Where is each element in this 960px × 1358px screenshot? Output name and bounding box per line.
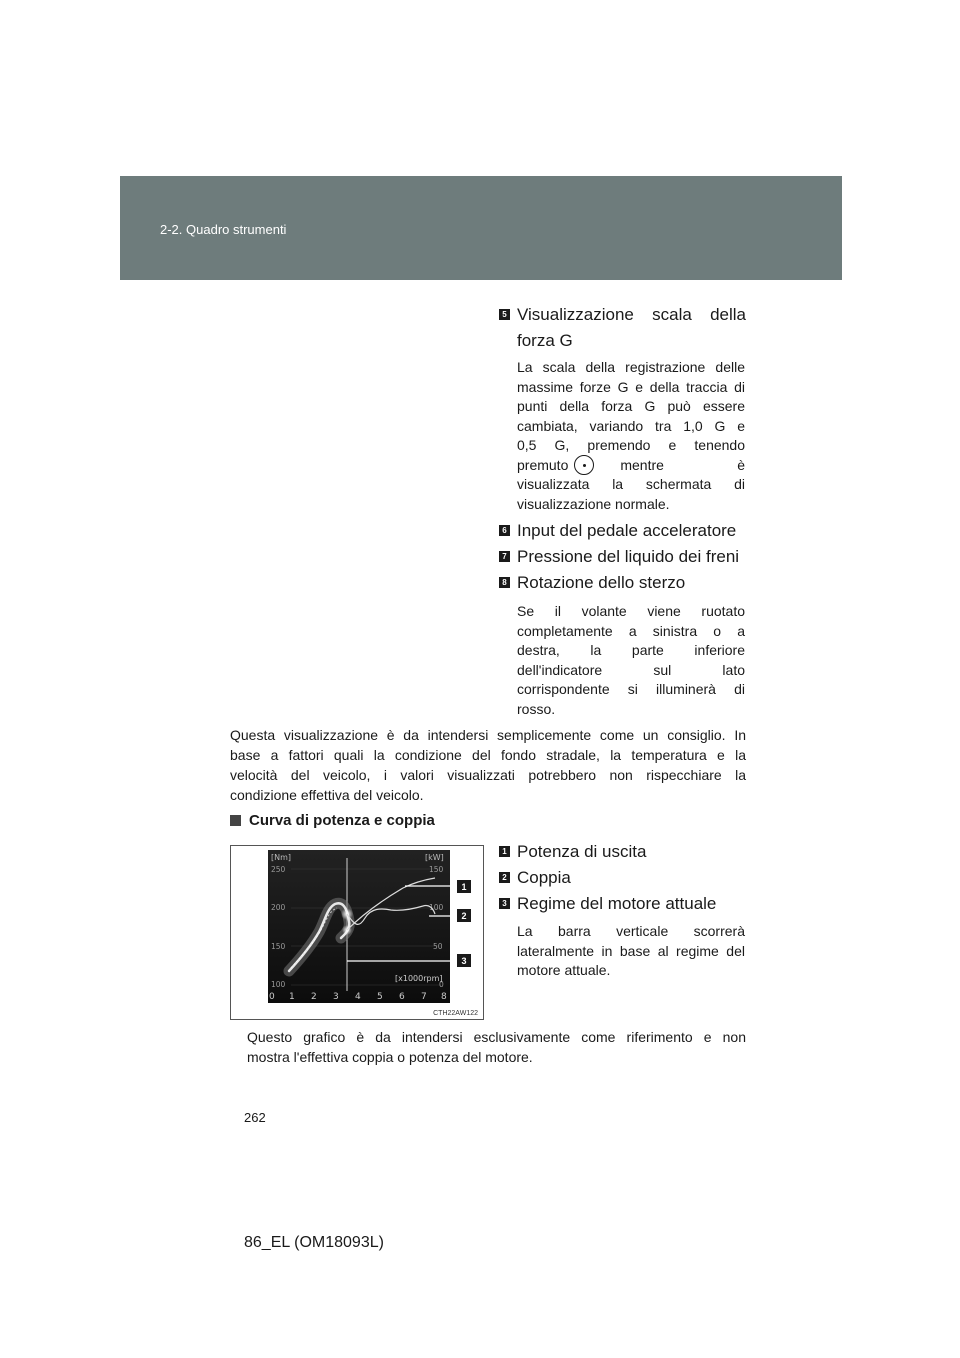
desc-line: punti della forza G può essere bbox=[517, 398, 745, 414]
left-axis-unit: [Nm] bbox=[271, 853, 292, 862]
item-2 bbox=[499, 866, 746, 890]
x-tick: 5 bbox=[377, 992, 383, 1002]
item-5 bbox=[499, 303, 746, 353]
desc-line: La scala della registrazione delle bbox=[517, 359, 745, 375]
desc-word: mentre è bbox=[620, 456, 745, 473]
desc-line: massime forze G e della traccia di bbox=[517, 378, 745, 395]
right-tick: 0 bbox=[439, 980, 444, 989]
desc-line: visualizzazione normale. bbox=[517, 495, 670, 512]
item-number-badge: 5 bbox=[499, 309, 510, 320]
item-8 bbox=[499, 571, 746, 595]
item-heading: Regime del motore attuale bbox=[517, 894, 717, 913]
desc-line: La barra verticale scorrerà bbox=[517, 923, 745, 939]
right-tick: 100 bbox=[429, 903, 444, 912]
chapter-header bbox=[120, 176, 842, 280]
desc-line: Se il volante viene ruotato bbox=[517, 603, 745, 619]
x-axis-unit: [x1000rpm] bbox=[395, 974, 443, 983]
left-tick: 200 bbox=[271, 903, 286, 912]
page-number: 262 bbox=[244, 1110, 266, 1125]
item-heading: Coppia bbox=[517, 868, 571, 887]
note-paragraph-2 bbox=[247, 1027, 746, 1067]
desc-line: completamente a sinistra o a bbox=[517, 622, 745, 639]
right-tick: 50 bbox=[433, 942, 443, 951]
chapter-title: 2-2. Quadro strumenti bbox=[160, 222, 287, 237]
desc-line: corrispondente si illuminerà di bbox=[517, 681, 745, 697]
section-title: Curva di potenza e coppia bbox=[249, 812, 435, 829]
item-heading: Pressione del liquido dei freni bbox=[517, 547, 740, 566]
item-number-badge: 1 bbox=[499, 846, 510, 857]
x-tick: 0 bbox=[269, 992, 275, 1002]
left-tick: 100 bbox=[271, 980, 286, 989]
desc-word: premuto bbox=[517, 456, 569, 473]
item-5-description bbox=[517, 358, 745, 514]
section-heading bbox=[230, 812, 435, 829]
note-line: Questo grafico è da intendersi esclusivamente come riferimento e non bbox=[247, 1029, 746, 1045]
x-tick: 3 bbox=[333, 992, 339, 1002]
power-torque-display bbox=[231, 846, 485, 1021]
left-tick: 250 bbox=[271, 865, 286, 874]
item-6 bbox=[499, 519, 746, 543]
note-line: velocità del veicolo, i valori visualizzati potrebbero non rispecchiare la bbox=[230, 767, 746, 783]
square-bullet-icon bbox=[230, 815, 241, 826]
item-heading-line: forza G bbox=[517, 331, 573, 350]
right-axis-unit: [kW] bbox=[425, 853, 444, 862]
note-line: mostra l'effettiva coppia o potenza del motore. bbox=[247, 1049, 533, 1065]
callout-number: 2 bbox=[461, 911, 467, 921]
desc-line: visualizzata la schermata di bbox=[517, 476, 745, 492]
desc-line: lateralmente in base al regime del bbox=[517, 942, 745, 959]
x-tick: 1 bbox=[289, 992, 295, 1002]
item-3 bbox=[499, 892, 746, 916]
x-tick: 4 bbox=[355, 992, 361, 1002]
item-number-badge: 3 bbox=[499, 898, 510, 909]
power-torque-figure bbox=[230, 845, 484, 1020]
item-heading: Rotazione dello sterzo bbox=[517, 573, 686, 592]
left-tick: 150 bbox=[271, 942, 286, 951]
x-tick: 7 bbox=[421, 992, 427, 1002]
item-3-description bbox=[517, 922, 745, 981]
item-1 bbox=[499, 840, 746, 864]
desc-line: 0,5 G, premendo e tenendo bbox=[517, 437, 745, 453]
callout-number: 3 bbox=[461, 956, 467, 966]
item-number-badge: 8 bbox=[499, 577, 510, 588]
x-tick: 6 bbox=[399, 992, 405, 1002]
item-number-badge: 7 bbox=[499, 551, 510, 562]
desc-line: cambiata, variando tra 1,0 G e bbox=[517, 417, 745, 434]
callout-number: 1 bbox=[461, 882, 467, 892]
x-tick: 8 bbox=[441, 992, 447, 1002]
item-heading: Input del pedale acceleratore bbox=[517, 521, 737, 540]
desc-line bbox=[517, 456, 745, 476]
item-heading: Potenza di uscita bbox=[517, 842, 647, 861]
note-paragraph bbox=[230, 725, 746, 805]
item-number-badge: 2 bbox=[499, 872, 510, 883]
desc-line: destra, la parte inferiore bbox=[517, 642, 745, 658]
desc-line: dell'indicatore sul lato bbox=[517, 661, 745, 678]
x-tick: 2 bbox=[311, 992, 317, 1002]
item-7 bbox=[499, 545, 746, 569]
note-line: base a fattori quali la condizione del fondo stradale, la temperatura e la bbox=[230, 747, 746, 763]
note-line: Questa visualizzazione è da intendersi semplicemente come un consiglio. In bbox=[230, 727, 746, 743]
figure-code: CTH22AW122 bbox=[433, 1010, 478, 1017]
dot-button-icon bbox=[574, 455, 594, 475]
desc-line: motore attuale. bbox=[517, 962, 611, 978]
item-8-description bbox=[517, 602, 745, 719]
document-code: 86_EL (OM18093L) bbox=[244, 1234, 384, 1251]
note-line: condizione effettiva del veicolo. bbox=[230, 787, 424, 803]
right-tick: 150 bbox=[429, 865, 444, 874]
item-number-badge: 6 bbox=[499, 525, 510, 536]
item-heading-line: Visualizzazione scala della bbox=[517, 305, 746, 324]
desc-line: rosso. bbox=[517, 700, 556, 717]
